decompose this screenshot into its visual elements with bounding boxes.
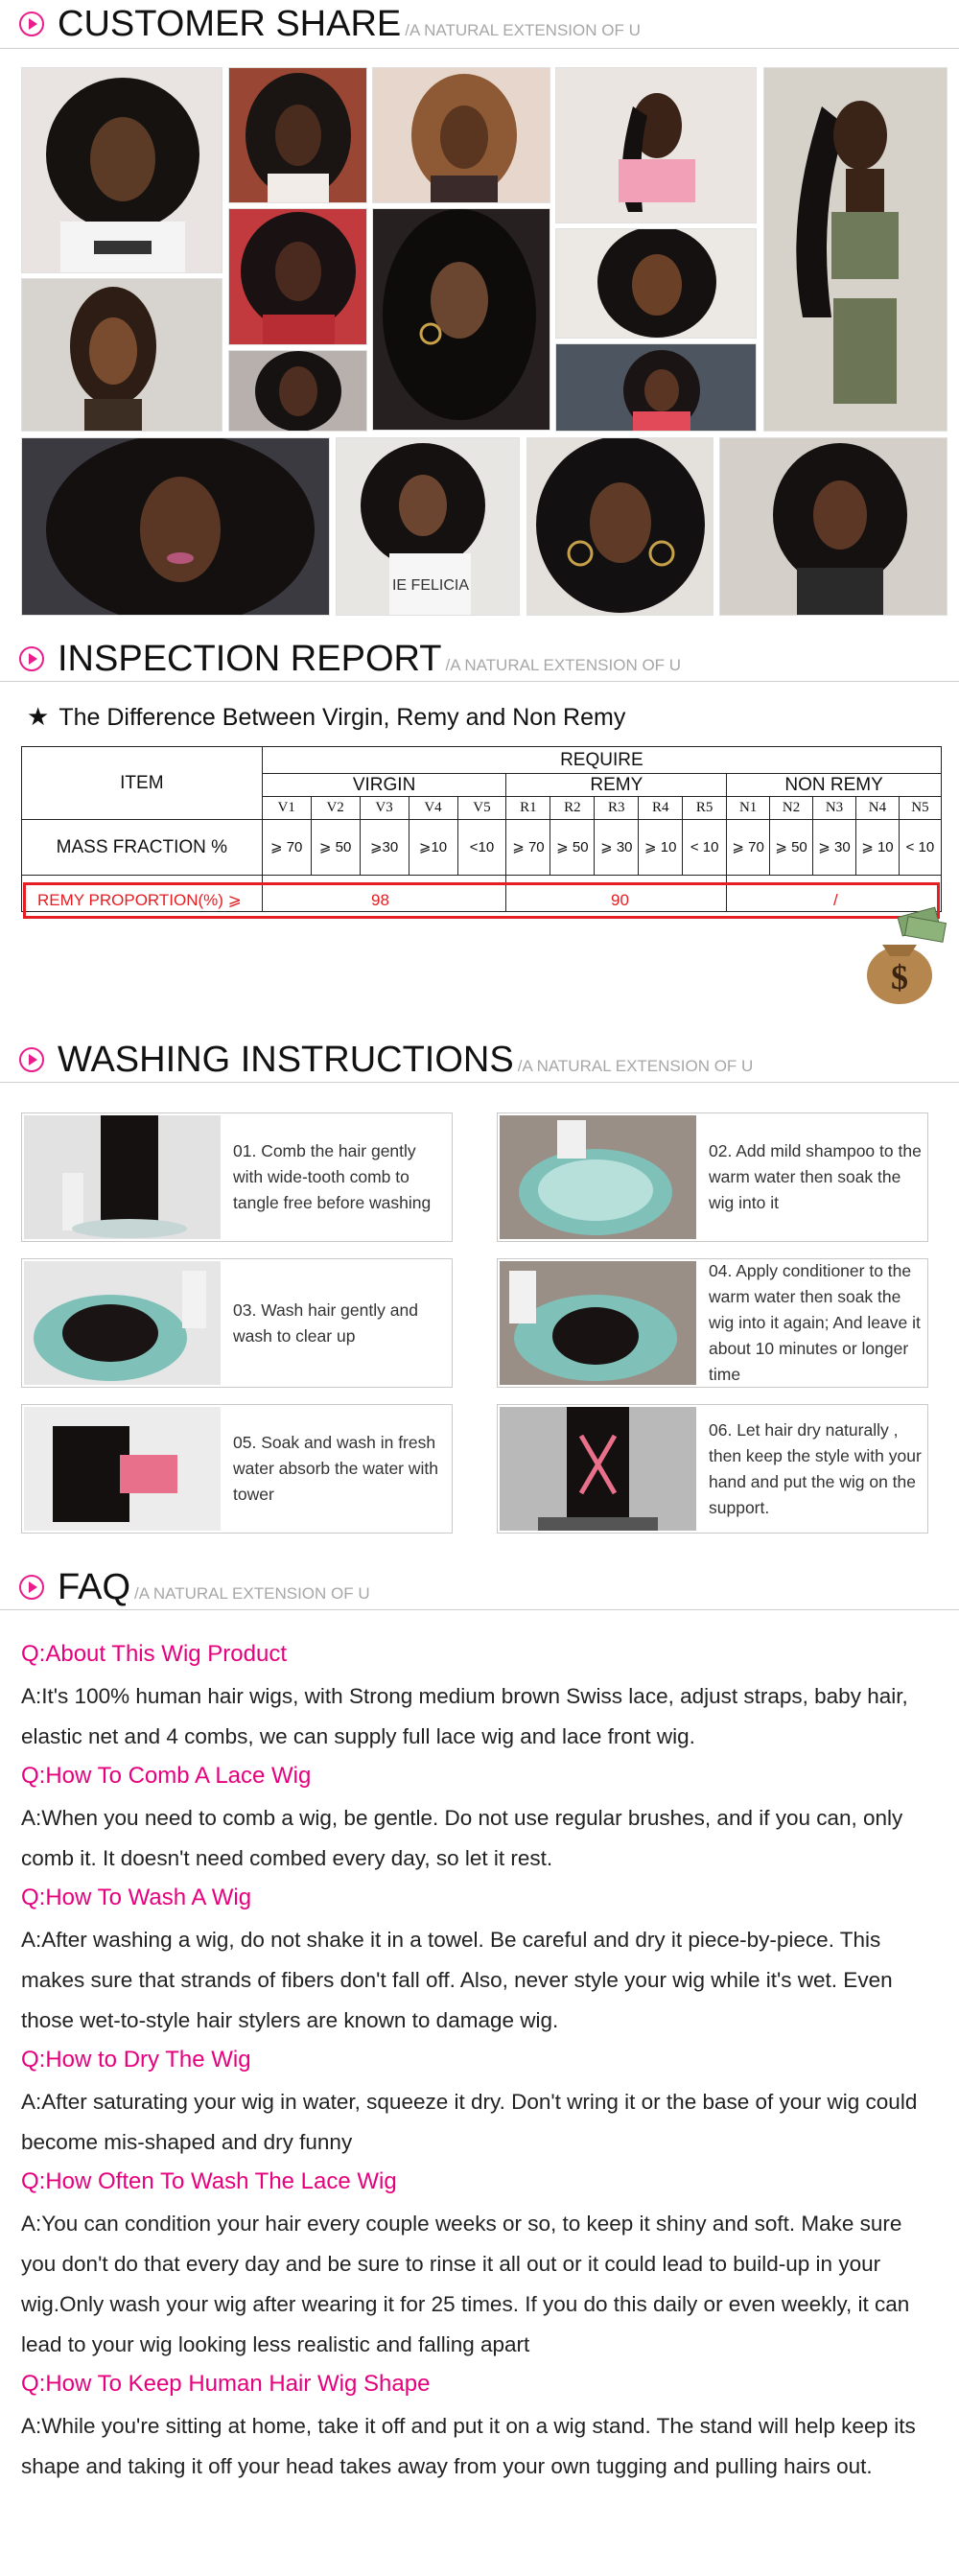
customer-photo bbox=[21, 278, 222, 432]
grade-code-cell: R1 bbox=[506, 797, 550, 820]
inspection-heading: ★ The Difference Between Virgin, Remy and Non Remy bbox=[27, 702, 626, 731]
faq-question: Q:About This Wig Product bbox=[21, 1641, 288, 1667]
washing-step-card bbox=[21, 1112, 453, 1242]
grade-code-cell: R4 bbox=[639, 797, 683, 820]
washing-step-card bbox=[497, 1404, 928, 1534]
grade-code-cell: V5 bbox=[457, 797, 506, 820]
section-title: FAQ /A NATURAL EXTENSION OF U bbox=[58, 1567, 370, 1607]
faq-question: Q:How To Comb A Lace Wig bbox=[21, 1763, 312, 1789]
grade-code-cell: N2 bbox=[770, 797, 813, 820]
mass-fraction-value: ⩾30 bbox=[360, 820, 409, 876]
faq-header bbox=[0, 1563, 959, 1610]
play-circle-icon bbox=[19, 12, 44, 36]
customer-photo bbox=[555, 228, 757, 339]
star-icon: ★ bbox=[27, 702, 50, 731]
step-photo bbox=[500, 1261, 696, 1385]
group-header-virgin: VIRGIN bbox=[262, 774, 506, 797]
step-text: 05. Soak and wash in fresh water absorb the water with tower bbox=[233, 1433, 438, 1504]
mass-fraction-value: ⩾ 70 bbox=[506, 820, 550, 876]
play-circle-icon bbox=[19, 646, 44, 671]
svg-text:IE FELICIA: IE FELICIA bbox=[391, 577, 470, 594]
mass-fraction-value: < 10 bbox=[899, 820, 941, 876]
grade-code-cell: N5 bbox=[899, 797, 941, 820]
mass-fraction-value: ⩾ 70 bbox=[262, 820, 311, 876]
grade-code-cell: R5 bbox=[683, 797, 727, 820]
step-text: 02. Add mild shampoo to the warm water then soak the wig into it bbox=[709, 1141, 922, 1212]
faq-question: Q:How To Keep Human Hair Wig Shape bbox=[21, 2371, 431, 2397]
grade-code-cell: N4 bbox=[855, 797, 899, 820]
mass-fraction-value: ⩾ 50 bbox=[770, 820, 813, 876]
grade-code-cell: R3 bbox=[595, 797, 639, 820]
grade-code-cell: V4 bbox=[409, 797, 457, 820]
mass-fraction-value: ⩾ 70 bbox=[727, 820, 770, 876]
customer-share-header bbox=[0, 0, 959, 49]
step-text: 06. Let hair dry naturally , then keep the style with your hand and put the wig on the support. bbox=[709, 1419, 922, 1517]
inspection-report-header bbox=[0, 635, 959, 682]
remy-proportion-label: REMY PROPORTION(%) ⩾ bbox=[37, 891, 242, 909]
remy-proportion-row bbox=[23, 882, 940, 919]
customer-photo bbox=[372, 67, 550, 203]
faq-question: Q:How To Wash A Wig bbox=[21, 1885, 252, 1910]
washing-step-card bbox=[21, 1404, 453, 1534]
step-text: 04. Apply conditioner to the warm water then soak the wig into it again; And leave it about 10 minutes or longer time bbox=[709, 1261, 921, 1384]
step-text: 03. Wash hair gently and wash to clear up bbox=[233, 1300, 418, 1346]
customer-photo bbox=[372, 208, 550, 431]
step-photo bbox=[24, 1407, 221, 1531]
customer-photo bbox=[336, 437, 520, 616]
washing-step-card bbox=[497, 1112, 928, 1242]
mass-fraction-value: ⩾ 30 bbox=[813, 820, 856, 876]
grade-code-cell: N1 bbox=[727, 797, 770, 820]
faq-answer: A:While you're sitting at home, take it off and put it on a wig stand. The stand will help keep its shape and taking it off your head takes away from your own tugging and pulling hairs out. bbox=[21, 2414, 916, 2478]
grade-code-cell: V1 bbox=[262, 797, 311, 820]
customer-photo bbox=[763, 67, 947, 432]
step-photo bbox=[24, 1261, 221, 1385]
item-header: ITEM bbox=[22, 747, 263, 820]
mass-fraction-value: ⩾ 30 bbox=[595, 820, 639, 876]
grade-code-cell: N3 bbox=[813, 797, 856, 820]
step-photo bbox=[500, 1407, 696, 1531]
faq-answer: A:After washing a wig, do not shake it in a towel. Be careful and dry it piece-by-piece. This makes sure that strands of fibers don't fall off. Also, never style your wig while it's wet. Even those wet-to-style hair stylers are known to damage wig. bbox=[21, 1928, 893, 2032]
customer-photo bbox=[21, 67, 222, 273]
grade-code-cell: V2 bbox=[311, 797, 360, 820]
washing-step-card bbox=[21, 1258, 453, 1388]
section-title: CUSTOMER SHARE /A NATURAL EXTENSION OF U bbox=[58, 4, 641, 44]
section-title: INSPECTION REPORT /A NATURAL EXTENSION OF U bbox=[58, 639, 682, 679]
step-photo bbox=[500, 1115, 696, 1239]
faq-answer: A:You can condition your hair every couple weeks or so, to keep it shiny and soft. Make sure you don't do that every day and be sure to rinse it all out or it could lead to build-up in your wig.Only wash your wig after wearing it for 25 times. If you do this daily or even weekly, it can lead to your wig looking less realistic and falling apart bbox=[21, 2212, 910, 2356]
customer-photo bbox=[555, 343, 757, 432]
customer-photo bbox=[228, 67, 367, 203]
svg-text:$: $ bbox=[891, 958, 908, 996]
faq-question: Q:How to Dry The Wig bbox=[21, 2047, 251, 2073]
require-header: REQUIRE bbox=[262, 747, 941, 774]
group-header-remy: REMY bbox=[506, 774, 727, 797]
faq-question: Q:How Often To Wash The Lace Wig bbox=[21, 2168, 397, 2194]
faq-answer: A:After saturating your wig in water, squeeze it dry. Don't wring it or the base of your wig could become mis-shaped and dry funny bbox=[21, 2090, 918, 2154]
customer-photo bbox=[526, 437, 713, 616]
mass-fraction-label: MASS FRACTION % bbox=[22, 820, 263, 876]
mass-fraction-value: ⩾ 10 bbox=[639, 820, 683, 876]
mass-fraction-value: ⩾ 10 bbox=[855, 820, 899, 876]
faq-answer: A:It's 100% human hair wigs, with Strong medium brown Swiss lace, adjust straps, baby hair, elastic net and 4 combs, we can supply full lace wig and lace front wig. bbox=[21, 1684, 908, 1748]
remy-proportion-non-remy: / bbox=[833, 891, 838, 909]
mass-fraction-value: ⩾ 50 bbox=[550, 820, 595, 876]
step-text: 01. Comb the hair gently with wide-tooth comb to tangle free before washing bbox=[233, 1141, 432, 1212]
mass-fraction-value: < 10 bbox=[683, 820, 727, 876]
money-bag-icon bbox=[854, 906, 949, 1007]
customer-photo bbox=[228, 208, 367, 345]
remy-proportion-remy: 90 bbox=[611, 891, 629, 909]
faq-answer: A:When you need to comb a wig, be gentle. Do not use regular brushes, and if you can, only comb it. It doesn't need combed every day, so let it rest. bbox=[21, 1806, 903, 1870]
customer-photo bbox=[21, 437, 330, 616]
play-circle-icon bbox=[19, 1575, 44, 1600]
mass-fraction-value: ⩾10 bbox=[409, 820, 457, 876]
grade-code-cell: R2 bbox=[550, 797, 595, 820]
grade-code-cell: V3 bbox=[360, 797, 409, 820]
customer-photo bbox=[555, 67, 757, 223]
remy-proportion-virgin: 98 bbox=[371, 891, 389, 909]
customer-photo bbox=[228, 350, 367, 432]
customer-photo bbox=[719, 437, 947, 616]
washing-step-card bbox=[497, 1258, 928, 1388]
section-title: WASHING INSTRUCTIONS /A NATURAL EXTENSION OF U bbox=[58, 1040, 754, 1080]
group-header-non-remy: NON REMY bbox=[727, 774, 942, 797]
mass-fraction-value: <10 bbox=[457, 820, 506, 876]
mass-fraction-value: ⩾ 50 bbox=[311, 820, 360, 876]
step-photo bbox=[24, 1115, 221, 1239]
washing-instructions-header bbox=[0, 1036, 959, 1083]
play-circle-icon bbox=[19, 1047, 44, 1072]
